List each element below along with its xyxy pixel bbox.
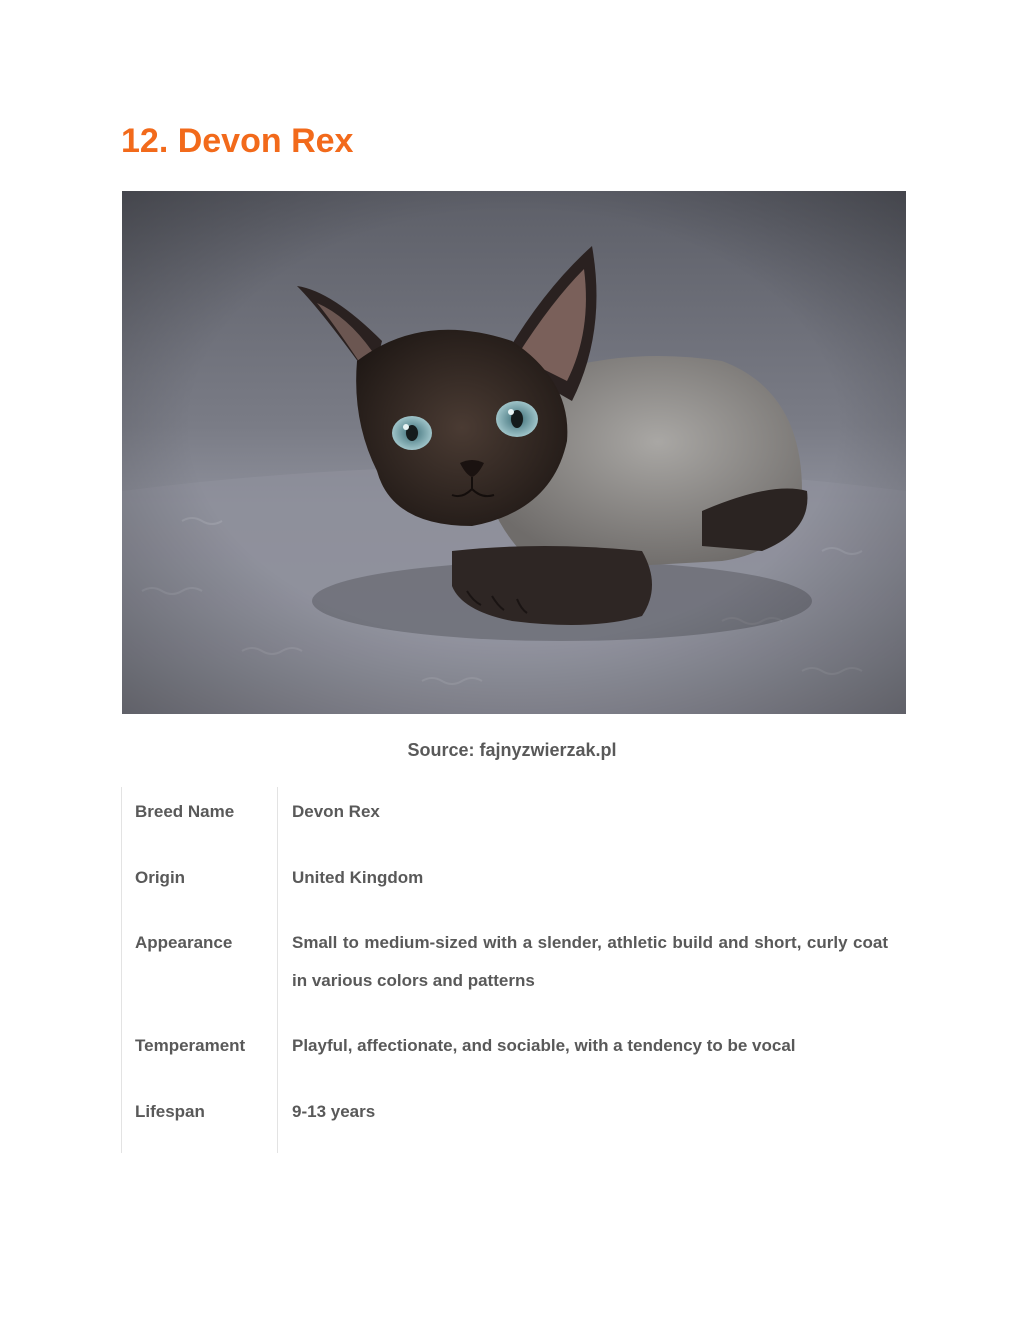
row-label: Temperament <box>135 1036 246 1055</box>
image-source-caption: Source: fajnyzwierzak.pl <box>407 740 617 760</box>
row-label: Origin <box>135 868 186 887</box>
row-label: Appearance <box>135 933 233 952</box>
row-label: Lifespan <box>135 1102 205 1121</box>
row-value: 9-13 years <box>292 1102 376 1121</box>
column-divider <box>277 787 278 1153</box>
row-value: Devon Rex <box>292 802 380 821</box>
row-value: Playful, affectionate, and sociable, with a tendency to be vocal <box>292 1036 796 1055</box>
row-label: Breed Name <box>135 802 235 821</box>
page-title: 12. Devon Rex <box>121 122 354 160</box>
breed-info-table <box>121 787 907 1153</box>
devon-rex-photo <box>122 191 906 714</box>
row-value: Small to medium-sized with a slender, athletic build and short, curly coat in various colors and patterns <box>292 933 888 990</box>
row-value: United Kingdom <box>292 868 424 887</box>
